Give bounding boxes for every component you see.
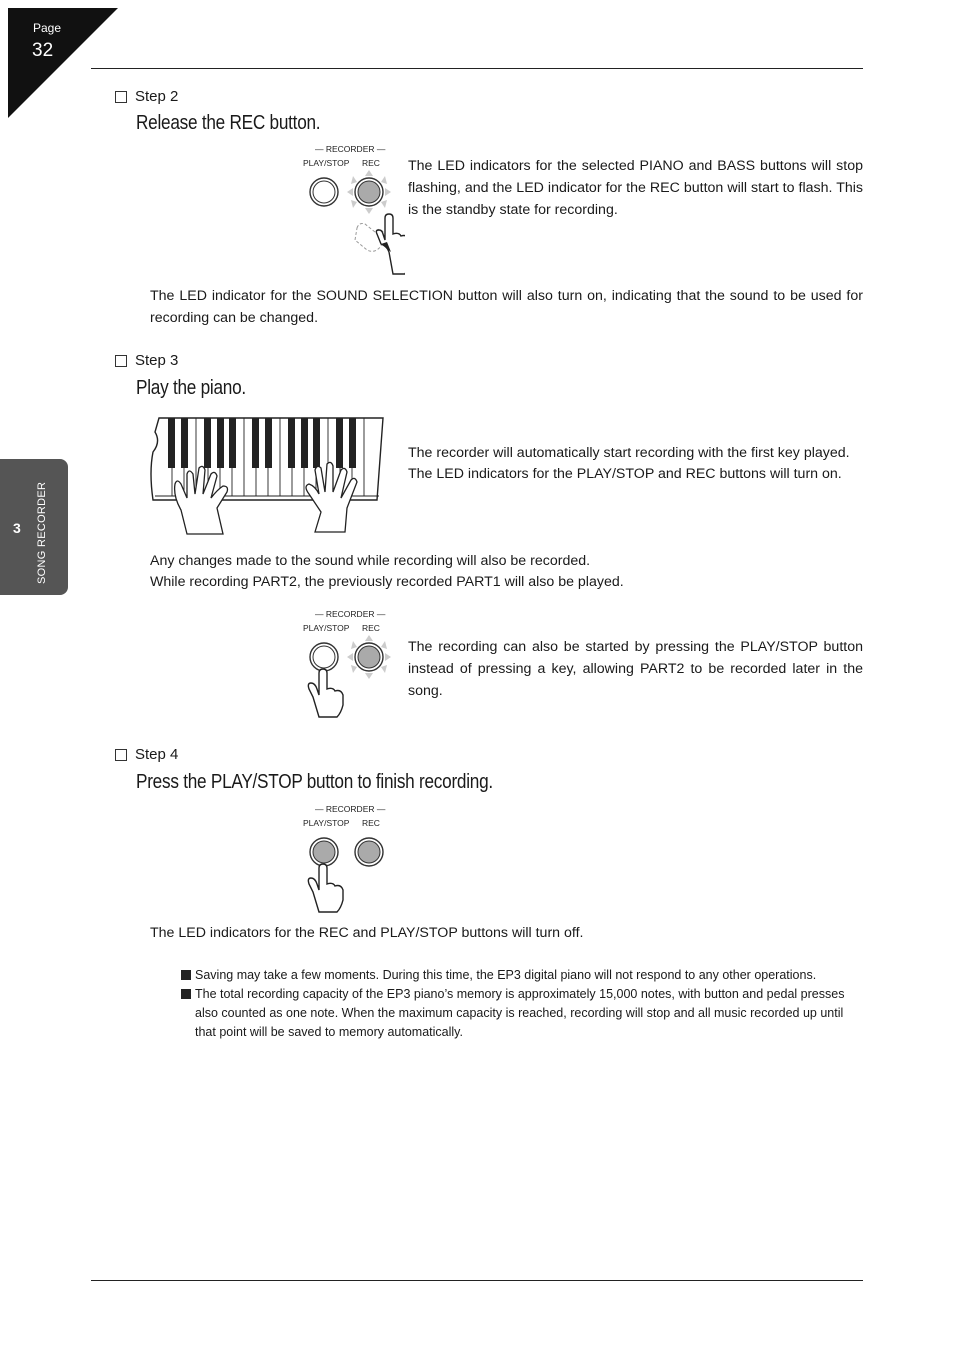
step3-label: Step 3 — [115, 352, 178, 369]
note-item: The total recording capacity of the EP3 piano’s memory is approximately 15,000 notes, with button and pedal presses also counted as one note. When the maximum capacity is reached, recording will stop and all music recorded up until that point will be saved to memory automatically. — [181, 985, 863, 1042]
step2-label: Step 2 — [115, 88, 178, 105]
notes-list — [181, 966, 863, 1042]
rec-release-illustration — [295, 140, 405, 280]
chapter-title: SONG RECORDER — [36, 481, 48, 584]
checkbox-icon — [115, 91, 127, 103]
bullet-square-icon — [181, 989, 191, 999]
play-stop-button-icon — [310, 838, 338, 866]
step3-body-line2: While recording PART2, the previously recorded PART1 will also be played. — [150, 574, 624, 590]
piano-keyboard-hands-illustration — [147, 412, 387, 537]
rec-button-icon — [355, 643, 383, 671]
bullet-square-icon — [181, 970, 191, 980]
page-corner-marker — [0, 0, 120, 120]
step3-body-line1: Any changes made to the sound while recording will also be recorded. — [150, 553, 591, 569]
checkbox-icon — [115, 749, 127, 761]
recorder-label: — RECORDER — — [315, 804, 386, 814]
recorder-label: — RECORDER — — [315, 609, 386, 619]
pointing-hand-icon — [308, 669, 343, 717]
step3-side-line2: The LED indicators for the PLAY/STOP and REC buttons will turn on. — [408, 466, 842, 482]
play-stop-press-illustration — [295, 605, 405, 720]
step4-heading: Press the PLAY/STOP button to finish recording. — [136, 771, 493, 793]
play-stop-button-icon — [310, 643, 338, 671]
chapter-side-tab — [0, 459, 68, 595]
step2-heading: Release the REC button. — [136, 112, 321, 134]
step4-label: Step 4 — [115, 746, 178, 763]
note-item: Saving may take a few moments. During this time, the EP3 digital piano will not respond to any other operations. — [181, 966, 863, 985]
step2-body-text: The LED indicator for the SOUND SELECTION button will also turn on, indicating that the sound to be used for recording can be changed. — [150, 288, 863, 326]
step2-side-text: The LED indicators for the selected PIANO and BASS buttons will stop flashing, and the LED indicator for the REC button will start to flash. This is the standby state for recording. — [408, 158, 863, 218]
pointing-hand-icon — [308, 864, 343, 912]
top-rule — [91, 68, 863, 69]
play-stop-label: PLAY/STOP — [303, 158, 350, 168]
chapter-number: 3 — [13, 520, 21, 536]
page-label: Page — [33, 21, 62, 35]
rec-label: REC — [362, 818, 380, 828]
step4-body-text: The LED indicators for the REC and PLAY/STOP buttons will turn off. — [150, 925, 584, 941]
page-number: 32 — [32, 40, 54, 61]
step3-heading: Play the piano. — [136, 377, 246, 399]
hand-release-icon — [355, 214, 405, 274]
play-stop-label: PLAY/STOP — [303, 623, 350, 633]
step3-side-line1: The recorder will automatically start recording with the first key played. — [408, 445, 850, 461]
finish-recording-illustration — [295, 800, 405, 915]
play-stop-button-icon — [310, 178, 338, 206]
play-stop-label: PLAY/STOP — [303, 818, 350, 828]
checkbox-icon — [115, 355, 127, 367]
rec-button-icon — [355, 838, 383, 866]
rec-label: REC — [362, 623, 380, 633]
rec-button-icon — [355, 178, 383, 206]
step3-alt-text: The recording can also be started by pressing the PLAY/STOP button instead of pressing a key, allowing PART2 to be recorded later in the song. — [408, 639, 863, 699]
recorder-label: — RECORDER — — [315, 144, 386, 154]
rec-label: REC — [362, 158, 380, 168]
bottom-rule — [91, 1280, 863, 1281]
